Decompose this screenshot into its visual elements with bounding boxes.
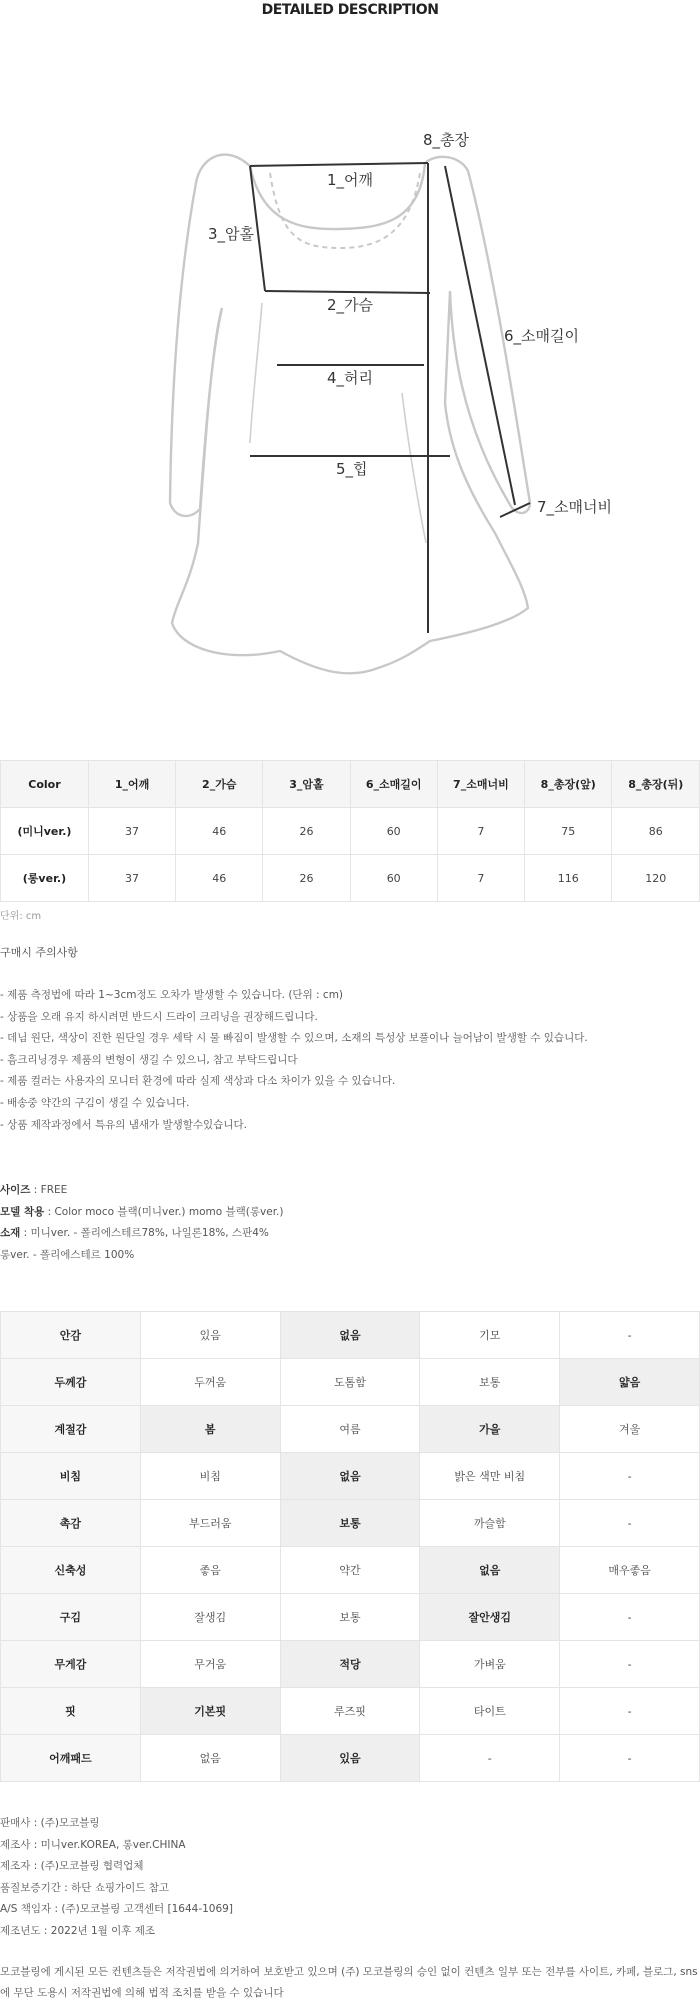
feel-option-cell: 적당 (280, 1641, 420, 1688)
chest-line (265, 291, 430, 293)
feel-option-cell: 가벼움 (420, 1641, 560, 1688)
size-cell: 37 (88, 808, 175, 855)
feel-option-cell: 도톰함 (280, 1359, 420, 1406)
maker-info (0, 1813, 233, 1942)
product-specs (0, 1180, 283, 1267)
feel-row-label: 신축성 (1, 1547, 141, 1594)
feel-option-cell: 얇음 (560, 1359, 700, 1406)
feel-option-cell: 봄 (140, 1406, 280, 1453)
feel-option-cell: 있음 (280, 1735, 420, 1782)
feel-row-label: 안감 (1, 1312, 141, 1359)
feel-row-label: 촉감 (1, 1500, 141, 1547)
maker-info-line: 품질보증기간 : 하단 쇼핑가이드 참고 (0, 1881, 170, 1894)
maker-info-line: 판매사 : (주)모코블링 (0, 1817, 100, 1829)
notice-list (0, 985, 588, 1136)
feel-option-cell: 여름 (280, 1406, 420, 1453)
feel-option-cell: 기본핏 (140, 1688, 280, 1735)
size-cell: 7 (437, 855, 524, 902)
feel-row-label: 핏 (1, 1688, 141, 1735)
feel-option-cell: 없음 (280, 1312, 420, 1359)
list-item: - 데님 원단, 색상이 진한 원단일 경우 세탁 시 물 빠짐이 발생할 수 있으며, 소재의 특성상 보풀이나 늘어남이 발생할 수 있습니다. (0, 1032, 588, 1045)
label-sleeve-width: 7_소매너비 (537, 498, 613, 516)
dress-illustration (0, 23, 700, 693)
table-row (1, 1688, 700, 1735)
copyright-notice: 모코블링에 게시된 모든 컨텐츠들은 저작권법에 의거하여 보호받고 있으며 (주) 모코블링의 승인 없이 컨텐츠 일부 또는 전부를 사이트, 카페, 블로그, sns에 무단 도용시 저작권법에 의해 법적 조치를 받을 수 있습니다 (0, 1966, 698, 1999)
spec-material-2: 롱ver. - 폴리에스테르 100% (0, 1249, 135, 1262)
table-row (1, 1312, 700, 1359)
size-cell: 46 (176, 808, 263, 855)
label-hip: 5_힙 (336, 460, 368, 478)
feel-option-cell: - (560, 1735, 700, 1782)
size-cell: 75 (524, 808, 611, 855)
feel-option-cell: 부드러움 (140, 1500, 280, 1547)
size-header-cell: 8_총장(뒤) (612, 761, 700, 808)
feel-option-cell: 가을 (420, 1406, 560, 1453)
sleeve-width-line (500, 503, 530, 517)
feel-option-cell: 약간 (280, 1547, 420, 1594)
label-chest: 2_가슴 (327, 296, 374, 314)
shoulder-line (250, 163, 428, 166)
size-row-label: (롱ver.) (1, 855, 89, 902)
size-header-cell: 6_소매길이 (350, 761, 437, 808)
table-row (1, 1547, 700, 1594)
feel-option-cell: 기모 (420, 1312, 560, 1359)
label-armhole: 3_암홀 (208, 225, 255, 243)
feel-option-cell: - (560, 1594, 700, 1641)
feel-option-cell: - (560, 1688, 700, 1735)
spec-model (0, 1202, 283, 1224)
label-waist: 4_허리 (327, 369, 374, 387)
maker-info-line: 제조자 : (주)모코블링 협력업체 (0, 1860, 144, 1872)
size-header-cell: Color (1, 761, 89, 808)
table-row (1, 1641, 700, 1688)
spec-size (0, 1180, 283, 1202)
size-cell: 86 (612, 808, 700, 855)
feel-option-cell: - (560, 1453, 700, 1500)
list-item: - 흠크리닝경우 제품의 변형이 생길 수 있으니, 참고 부탁드립니다 (0, 1053, 298, 1066)
size-table (0, 760, 700, 902)
size-header-cell: 8_총장(앞) (524, 761, 611, 808)
size-cell: 60 (350, 855, 437, 902)
size-cell: 116 (524, 855, 611, 902)
table-row (1, 1500, 700, 1547)
size-row-label: (미니ver.) (1, 808, 89, 855)
feel-row-label: 무게감 (1, 1641, 141, 1688)
seam-left (250, 303, 262, 443)
feel-option-cell: 잘안생김 (420, 1594, 560, 1641)
feel-option-cell: 까슬함 (420, 1500, 560, 1547)
feel-option-cell: 없음 (140, 1735, 280, 1782)
list-item: - 제품 컬러는 사용자의 모니터 환경에 따라 실제 색상과 다소 차이가 있을 수 있습니다. (0, 1075, 396, 1088)
size-cell: 120 (612, 855, 700, 902)
table-row (1, 1359, 700, 1406)
fabric-feel-table (0, 1311, 700, 1782)
size-header-cell: 2_가슴 (176, 761, 263, 808)
table-row (1, 1406, 700, 1453)
feel-option-cell: 없음 (280, 1453, 420, 1500)
seam-right (402, 393, 426, 543)
table-row (1, 1453, 700, 1500)
feel-option-cell: 좋음 (140, 1547, 280, 1594)
size-header-cell: 1_어깨 (88, 761, 175, 808)
feel-option-cell: 비침 (140, 1453, 280, 1500)
feel-option-cell: 보통 (420, 1359, 560, 1406)
maker-info-line: 제조사 : 미니ver.KOREA, 롱ver.CHINA (0, 1838, 186, 1851)
spec-label: 모델 착용 (0, 1205, 45, 1218)
feel-option-cell: - (560, 1312, 700, 1359)
feel-row-label: 비침 (1, 1453, 141, 1500)
feel-option-cell: 잘생김 (140, 1594, 280, 1641)
spec-value: : FREE (30, 1184, 68, 1196)
list-item: - 상품을 오래 유지 하시려면 반드시 드라이 크리닝을 권장해드립니다. (0, 1010, 318, 1023)
size-cell: 37 (88, 855, 175, 902)
label-sleeve-length: 6_소매길이 (504, 327, 580, 345)
feel-option-cell: 두꺼움 (140, 1359, 280, 1406)
feel-option-cell: 보통 (280, 1500, 420, 1547)
feel-option-cell: 타이트 (420, 1688, 560, 1735)
feel-option-cell: - (560, 1641, 700, 1688)
feel-option-cell: 있음 (140, 1312, 280, 1359)
maker-info-line: 제조년도 : 2022년 1월 이후 제조 (0, 1924, 156, 1937)
garment-diagram (0, 23, 700, 693)
feel-option-cell: 무거움 (140, 1641, 280, 1688)
feel-option-cell: - (560, 1500, 700, 1547)
spec-label: 사이즈 (0, 1184, 31, 1196)
feel-row-label: 어깨패드 (1, 1735, 141, 1782)
size-cell: 26 (263, 808, 350, 855)
feel-option-cell: 겨울 (560, 1406, 700, 1453)
spec-value: : 미니ver. - 폴리에스테르78%, 나일론18%, 스판4% (20, 1227, 269, 1240)
feel-option-cell: 보통 (280, 1594, 420, 1641)
page-title: DETAILED DESCRIPTION (261, 2, 439, 18)
list-item: - 제품 측정법에 따라 1~3cm정도 오차가 발생할 수 있습니다. (단위 : cm) (0, 989, 344, 1001)
spec-material (0, 1223, 283, 1245)
feel-row-label: 두께감 (1, 1359, 141, 1406)
feel-row-label: 계절감 (1, 1406, 141, 1453)
feel-row-label: 구김 (1, 1594, 141, 1641)
unit-note: 단위: cm (0, 911, 42, 922)
list-item: - 배송중 약간의 구김이 생길 수 있습니다. (0, 1096, 190, 1109)
feel-option-cell: 매우좋음 (560, 1547, 700, 1594)
spec-value: : Color moco 블랙(미니ver.) momo 블랙(롱ver.) (44, 1205, 284, 1218)
label-total-length: 8_총장 (423, 131, 470, 149)
feel-option-cell: - (420, 1735, 560, 1782)
size-header-cell: 3_암홀 (263, 761, 350, 808)
size-cell: 26 (263, 855, 350, 902)
size-cell: 60 (350, 808, 437, 855)
feel-option-cell: 밝은 색만 비침 (420, 1453, 560, 1500)
size-table-header (1, 761, 700, 808)
feel-option-cell: 없음 (420, 1547, 560, 1594)
table-row (1, 1594, 700, 1641)
size-header-cell: 7_소매너비 (437, 761, 524, 808)
maker-info-line: A/S 책임자 : (주)모코블링 고객센터 [1644-1069] (0, 1903, 233, 1915)
size-cell: 46 (176, 855, 263, 902)
size-cell: 7 (437, 808, 524, 855)
spec-label: 소재 (0, 1227, 21, 1240)
table-row (1, 855, 700, 902)
feel-option-cell: 루즈핏 (280, 1688, 420, 1735)
list-item: - 상품 제작과정에서 특유의 냄새가 발생할수있습니다. (0, 1118, 247, 1131)
notice-title: 구매시 주의사항 (0, 946, 78, 959)
table-row (1, 1735, 700, 1782)
label-shoulder: 1_어깨 (327, 171, 374, 189)
table-row (1, 808, 700, 855)
